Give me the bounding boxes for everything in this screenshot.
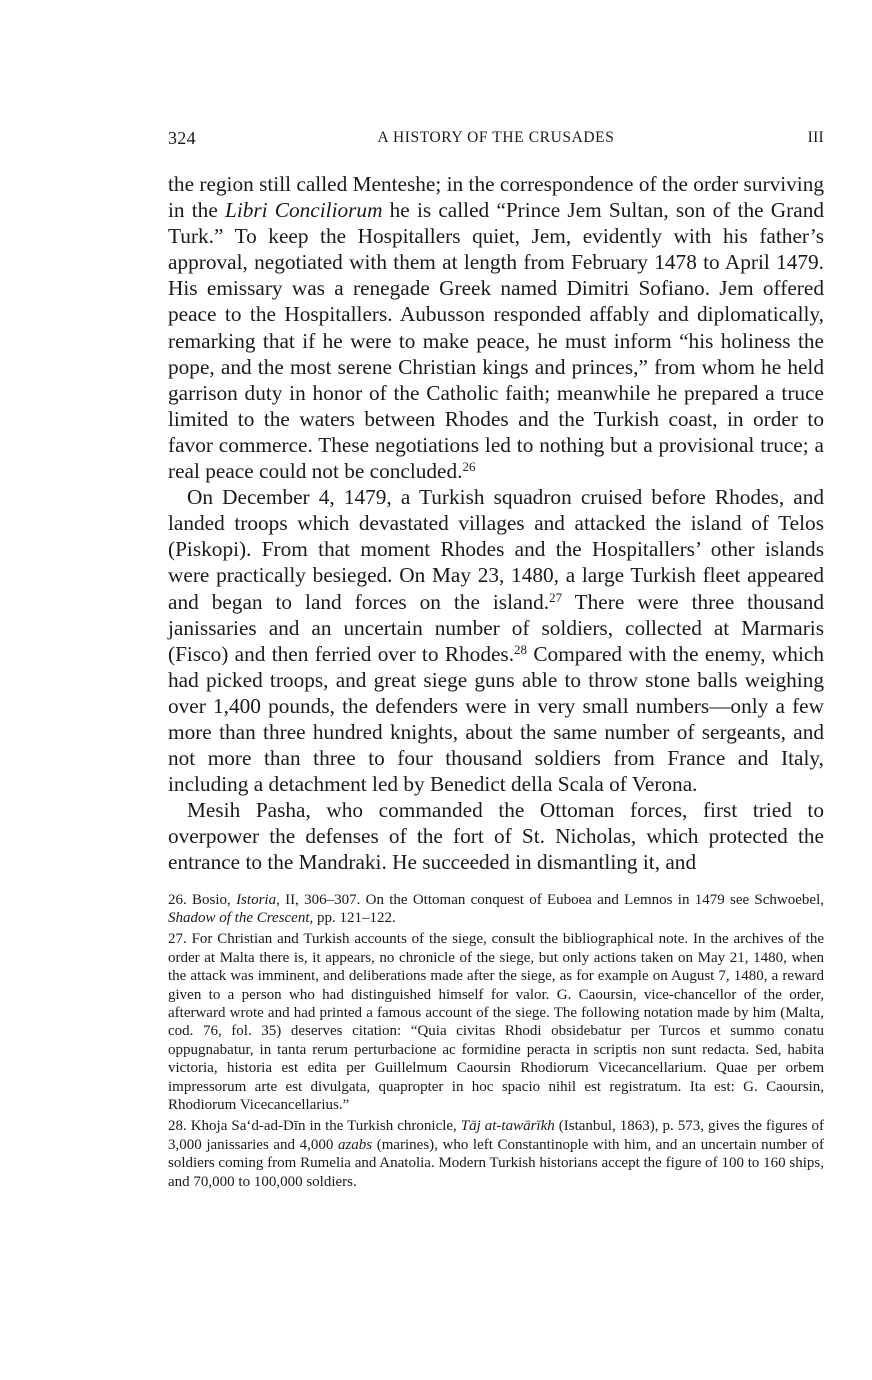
book-page — [168, 124, 824, 1194]
main-text — [168, 171, 824, 876]
footnote-26 — [168, 891, 824, 928]
footnote-28 — [168, 1117, 824, 1191]
text-run: 27. For Christian and Turkish accounts of the siege, consult the bibliographical note. In the archives of the order at Malta there is, it appears, no chronicle of the siege, but only actions taken on May 21, 1480, when the attack was imminent, and deliberations made after the siege, as for example on August 7, 1480, a reward given to a person who had distinguished himself for valor. G. Caoursin, vice-chancellor of the order, afterward wrote and had printed a famous account of the siege. The following notation made by him (Malta, cod. 76, fol. 35) deserves citation: “Quia civitas Rhodi obsidebatur per Turcos et summo conatu oppugnabatur, in tanta rerum perturbacione ac formidine peracta in scriptis non sunt redacta. Sed, habita victoria, historia est edita per Guillelmum Caoursin Rhodiorum Vicecancellarium. Quae per orbem impressorum arte est divulgata, quapropter in hoc spacio nihil est registratum. Ita est: G. Caoursin, Rhodiorum Vicecancellarius.” — [168, 931, 824, 1113]
text-run: 26. Bosio, — [168, 891, 237, 908]
italic-title: Istoria, — [236, 891, 280, 908]
footnote-27 — [168, 930, 824, 1114]
text-run: There were three thousand janissaries and an uncertain number of soldiers, collected at Marmaris (Fisco) and then ferried over to Rhodes. — [168, 589, 824, 666]
text-run: On December 4, 1479, a Turkish squadron cruised before Rhodes, and landed troops which devastated villages and attacked the island of Telos (Piskopi). From that moment Rhodes and the Hospitallers’ other islands were practically besieged. On May 23, 1480, a large Turkish fleet appeared and began to land forces on the island. — [168, 485, 824, 614]
footnote-ref-27: 27 — [549, 589, 563, 605]
text-run: the region still called Menteshe; in the correspondence of the order surviving in the — [168, 172, 824, 223]
footnotes — [168, 891, 824, 1192]
paragraph-2 — [168, 484, 824, 797]
text-run: II, 306–307. On the Ottoman conquest of Euboea and Lemnos in 1479 see Schwoebel, — [279, 891, 824, 908]
running-header — [168, 124, 824, 150]
footnote-ref-26: 26 — [462, 459, 476, 475]
text-run: 28. Khoja Sa‘d-ad-Dīn in the Turkish chronicle, — [168, 1118, 461, 1135]
volume-number: III — [807, 129, 824, 146]
italic-title: Tāj at-tawārīkh — [460, 1118, 555, 1135]
italic-term: azabs — [337, 1136, 373, 1153]
text-run: Compared with the enemy, which had picked troops, and great siege guns able to throw stone balls weighing over 1,400 pounds, the defenders were in very small numbers—only a few more than three hundred knights, about the same number of sergeants, and not more than three to four thousand soldiers from France and Italy, including a detachment led by Benedict della Scala of Verona. — [168, 641, 824, 797]
running-title: A HISTORY OF THE CRUSADES — [377, 129, 615, 146]
paragraph-1 — [168, 171, 824, 484]
text-run: he is called “Prince Jem Sultan, son of the Grand Turk.” To keep the Hospitallers quiet, Jem, evidently with his father’s approval, negotiated with them at length from February 1478 to April 1479. His emissary was a renegade Greek named Dimitri Sofiano. Jem offered peace to the Hospitallers. Aubusson responded affably and diplomatically, remarking that if he were to make peace, he must inform “his holiness the pope, and the most serene Christian kings and princes,” from whom he held garrison duty in honor of the Catholic faith; meanwhile he prepared a truce limited to the waters between Rhodes and the Turkish coast, in order to favor commerce. These negotiations led to nothing but a provisional truce; a real peace could not be concluded. — [168, 198, 825, 484]
text-run: pp. 121–122. — [313, 909, 396, 926]
text-run: (Istanbul, 1863), p. 573, gives the figures of 3,000 janissaries and 4,000 — [168, 1118, 824, 1153]
italic-title: Shadow of the Crescent, — [168, 909, 314, 926]
text-run: Mesih Pasha, who commanded the Ottoman forces, first tried to overpower the defenses of the fort of St. Nicholas, which protected the entrance to the Mandraki. He succeeded in dismantling it, and — [168, 798, 824, 875]
footnote-ref-28: 28 — [514, 641, 528, 657]
paragraph-3 — [168, 797, 824, 875]
page-number: 324 — [168, 128, 196, 148]
italic-title: Libri Conciliorum — [224, 198, 383, 223]
text-run: (marines), who left Constantinople with him, and an uncertain number of soldiers coming from Rumelia and Anatolia. Modern Turkish historians accept the figure of 100 to 160 ships, and 70,000 to 100,000 soldiers. — [168, 1136, 824, 1190]
